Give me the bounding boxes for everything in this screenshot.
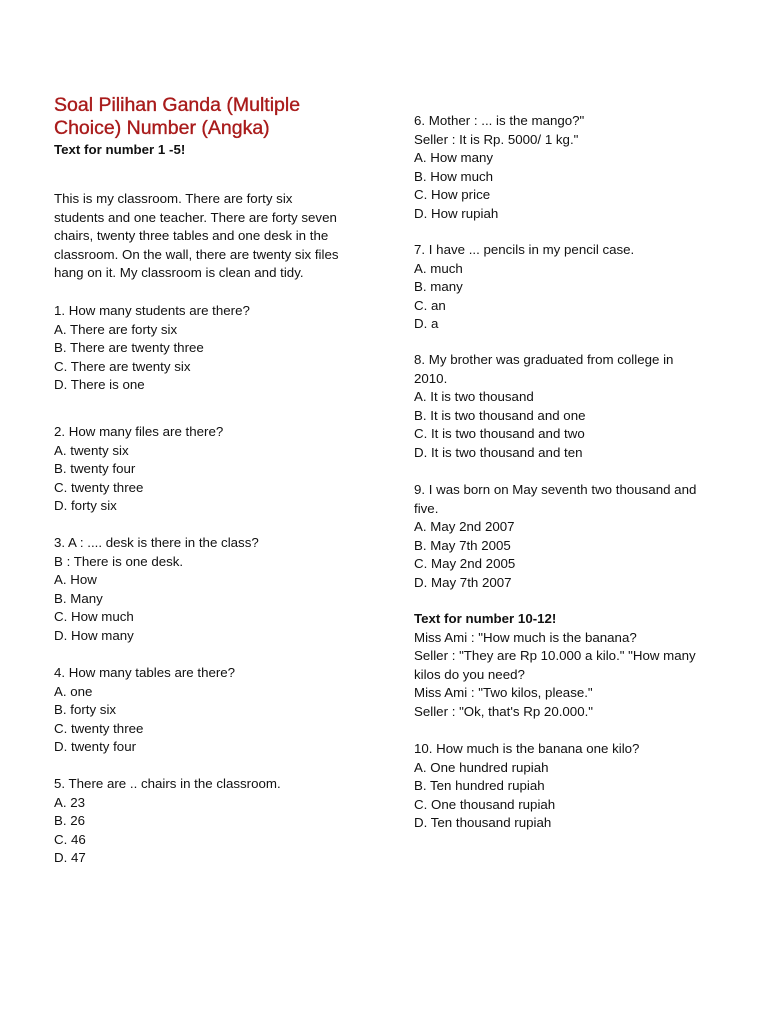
question-text: five.: [414, 500, 439, 516]
answer-option: C. There are twenty six: [54, 358, 191, 374]
answer-option: B. Many: [54, 590, 103, 606]
answer-option: C. It is two thousand and two: [414, 426, 585, 442]
question-8: [414, 351, 673, 463]
answer-option: D. How rupiah: [414, 205, 499, 221]
answer-option: B. twenty four: [54, 461, 136, 477]
reading-passage-10-12: [414, 610, 696, 722]
answer-option: B. How much: [414, 168, 494, 184]
answer-option: C. 46: [54, 831, 86, 847]
question-6: [414, 112, 584, 224]
question-text: 3. A : .... desk is there in the class?: [54, 535, 259, 550]
passage-line: hang on it. My classroom is clean and tidy.: [54, 265, 304, 281]
answer-option: C. One thousand rupiah: [414, 796, 556, 812]
question-text: 5. There are .. chairs in the classroom.: [54, 776, 281, 791]
answer-option: D. It is two thousand and ten: [414, 444, 583, 460]
answer-option: D. How many: [54, 627, 134, 643]
question-7: [414, 241, 634, 334]
answer-option: D. forty six: [54, 498, 117, 514]
answer-option: A. There are forty six: [54, 321, 178, 337]
dialogue-line: Seller : "They are Rp 10.000 a kilo." "How many: [414, 648, 696, 664]
text-1-5-heading: Text for number 1 -5!: [54, 142, 186, 157]
passage-line: This is my classroom. There are forty six: [54, 191, 293, 206]
answer-option: D. twenty four: [54, 739, 137, 755]
question-text: 2010.: [414, 370, 448, 386]
question-text: 4. How many tables are there?: [54, 665, 236, 680]
dialogue-line: Miss Ami : "How much is the banana?: [414, 629, 637, 645]
question-5: [54, 775, 281, 868]
question-text: 9. I was born on May seventh two thousand and: [414, 482, 697, 497]
question-3: [54, 534, 259, 646]
passage-line: classroom. On the wall, there are twenty six files: [54, 246, 339, 262]
question-10: [414, 740, 639, 833]
answer-option: A. twenty six: [54, 442, 129, 458]
answer-option: A. much: [414, 260, 463, 276]
answer-option: C. twenty three: [54, 479, 144, 495]
answer-option: A. How: [54, 572, 97, 588]
answer-option: B. Ten hundred rupiah: [414, 778, 545, 794]
answer-option: A. One hundred rupiah: [414, 759, 549, 775]
question-text: 10. How much is the banana one kilo?: [414, 741, 640, 756]
answer-option: C. How price: [414, 187, 491, 203]
answer-option: B. 26: [54, 813, 86, 829]
question-1: [54, 302, 250, 395]
answer-option: A. May 2nd 2007: [414, 519, 515, 535]
answer-option: D. a: [414, 316, 439, 332]
answer-option: B. It is two thousand and one: [414, 407, 586, 423]
answer-option: A. How many: [414, 150, 494, 166]
question-text: 1. How many students are there?: [54, 303, 250, 318]
answer-option: C. How much: [54, 609, 134, 625]
answer-option: C. twenty three: [54, 720, 144, 736]
answer-option: B. May 7th 2005: [414, 537, 511, 553]
question-4: [54, 664, 235, 757]
answer-option: D. Ten thousand rupiah: [414, 815, 552, 831]
answer-option: C. an: [414, 297, 446, 313]
answer-option: A. 23: [54, 794, 86, 810]
question-text: B : There is one desk.: [54, 553, 184, 569]
question-text: 2. How many files are there?: [54, 424, 224, 439]
reading-passage-1-5: [54, 190, 339, 283]
answer-option: B. many: [414, 279, 463, 295]
question-2: [54, 423, 223, 516]
passage-line: chairs, twenty three tables and one desk in the: [54, 228, 329, 244]
answer-option: B. forty six: [54, 702, 117, 718]
question-text: 6. Mother : ... is the mango?": [414, 113, 585, 128]
answer-option: A. It is two thousand: [414, 389, 534, 405]
answer-option: D. May 7th 2007: [414, 574, 512, 590]
question-text: 8. My brother was graduated from college in: [414, 352, 674, 367]
answer-option: B. There are twenty three: [54, 340, 204, 356]
question-9: [414, 481, 696, 593]
answer-option: C. May 2nd 2005: [414, 556, 516, 572]
dialogue-line: Seller : "Ok, that's Rp 20.000.": [414, 703, 594, 719]
page-title: Soal Pilihan Ganda (Multiple Choice) Number (Angka): [54, 94, 301, 139]
answer-option: D. 47: [54, 850, 86, 866]
answer-option: D. There is one: [54, 377, 145, 393]
dialogue-line: kilos do you need?: [414, 666, 525, 682]
question-text: 7. I have ... pencils in my pencil case.: [414, 242, 635, 257]
question-text: Seller : It is Rp. 5000/ 1 kg.": [414, 131, 579, 147]
dialogue-line: Miss Ami : "Two kilos, please.": [414, 685, 593, 701]
answer-option: A. one: [54, 683, 93, 699]
text-10-12-heading: Text for number 10-12!: [414, 611, 557, 626]
passage-line: students and one teacher. There are forty seven: [54, 209, 337, 225]
